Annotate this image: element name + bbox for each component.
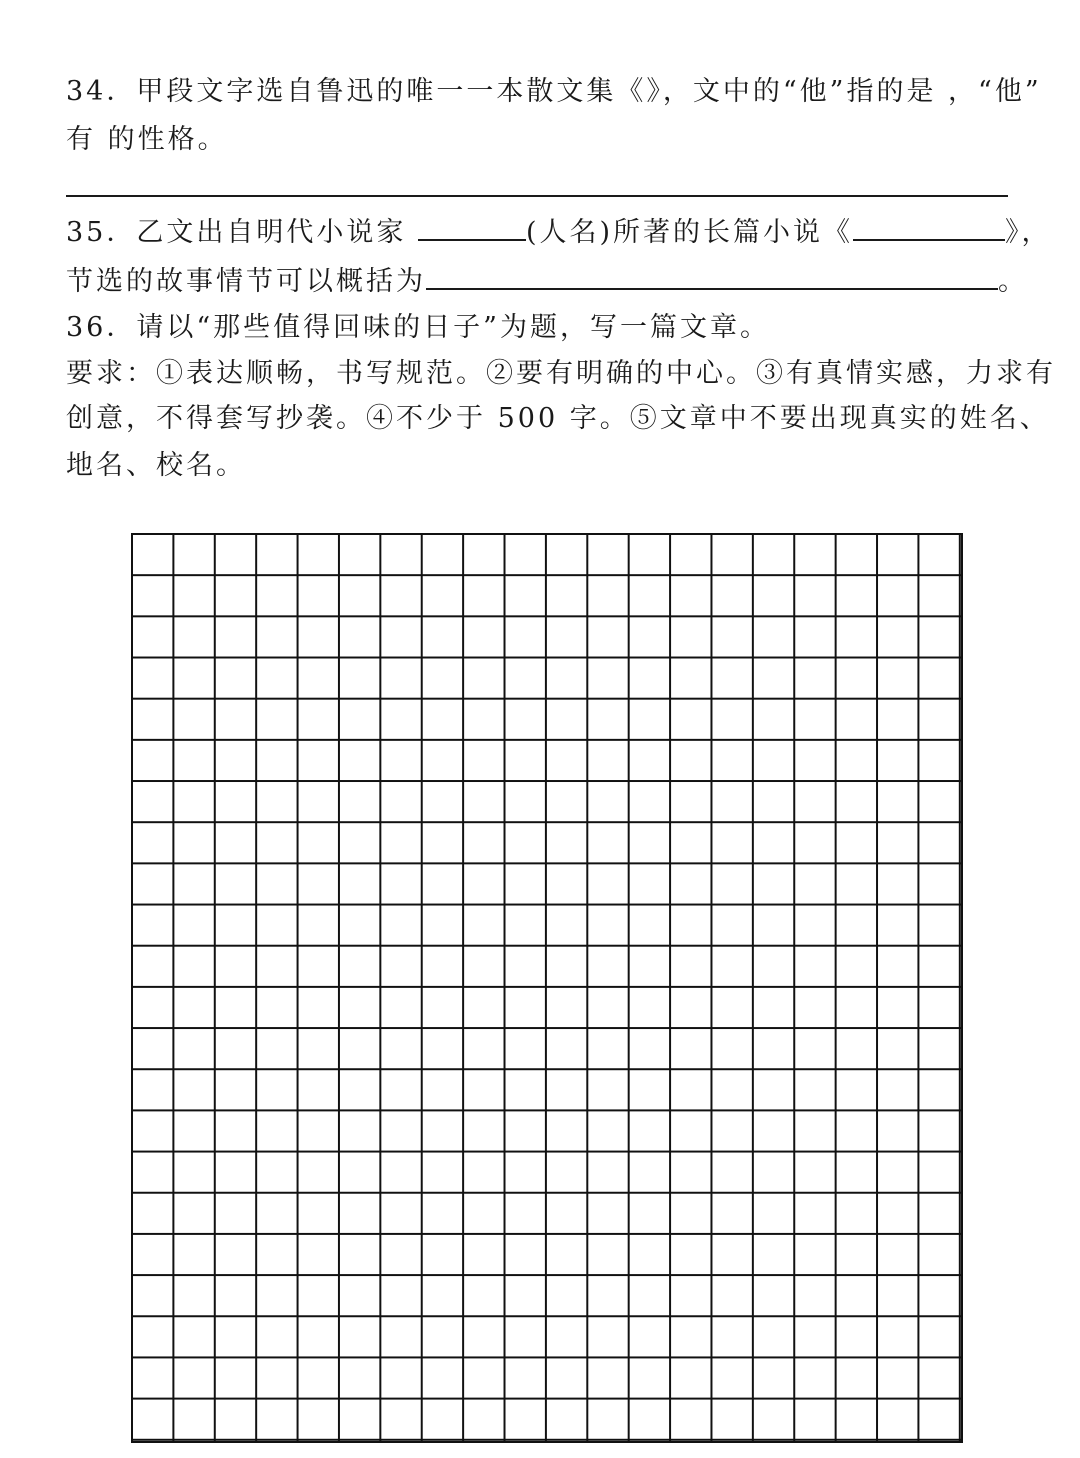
question-35-line-1	[66, 213, 1052, 253]
question-36-requirement-1: 要求：①表达顺畅，书写规范。②要有明确的中心。③有真情实感，力求有	[66, 358, 1056, 389]
question-36-prompt: 36．请以“那些值得回味的日子”为题，写一篇文章。	[66, 312, 770, 343]
question-35-text-e: 。	[998, 266, 1028, 297]
question-35-text-d: 节选的故事情节可以概括为	[66, 266, 426, 297]
question-35-line-2	[66, 262, 1028, 302]
question-35-text-c: 》，	[1005, 217, 1052, 248]
question-35-text-a: 35．乙文出自明代小说家	[66, 217, 418, 248]
question-35-text-b: (人名)所著的长篇小说《	[525, 217, 854, 248]
author-name-blank[interactable]	[418, 213, 526, 241]
plot-summary-blank[interactable]	[426, 262, 998, 290]
answer-rule-34	[66, 195, 1008, 197]
question-34-line-1: 34．甲段文字选自鲁迅的唯一一本散文集《》，文中的“他”指的是 ，“他”	[66, 76, 1042, 107]
novel-title-blank[interactable]	[853, 213, 1005, 241]
essay-writing-grid[interactable]	[131, 533, 963, 1443]
question-36-requirement-3: 地名、校名。	[66, 450, 246, 481]
question-36-requirement-2: 创意，不得套写抄袭。④不少于 500 字。⑤文章中不要出现真实的姓名、	[66, 403, 1050, 434]
question-34-line-2: 有 的性格。	[66, 124, 228, 155]
